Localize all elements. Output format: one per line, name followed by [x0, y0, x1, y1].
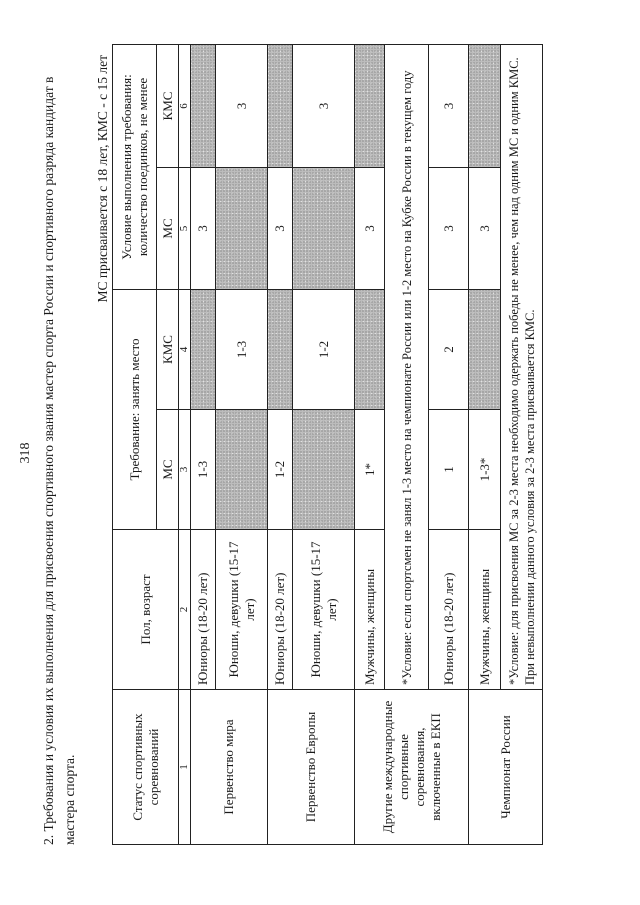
header-kms-place: КМС — [157, 289, 179, 409]
shaded-cell — [355, 44, 385, 167]
table-row — [268, 44, 293, 844]
header-condition-bouts: Условие выполнения требования: количество поединков, не менее — [113, 44, 157, 289]
table-row — [469, 44, 501, 844]
group-men-women: Мужчины, женщины — [469, 530, 501, 690]
ms-bouts: 3 — [469, 167, 501, 289]
kms-place: 1-3 — [216, 289, 268, 409]
kms-bouts: 3 — [293, 44, 355, 167]
shaded-cell — [469, 289, 501, 409]
group-youth: Юноши, девушки (15-17 лет) — [293, 530, 355, 690]
shaded-cell — [355, 289, 385, 409]
shaded-cell — [191, 44, 216, 167]
table-row — [191, 44, 216, 844]
shaded-cell — [191, 289, 216, 409]
header-ms-place: МС — [157, 410, 179, 530]
header-kms-bouts: КМС — [157, 44, 179, 167]
ms-bouts: 3 — [268, 167, 293, 289]
ms-bouts: 3 — [355, 167, 385, 289]
column-number: 6 — [179, 44, 191, 167]
header-status: Статус спортивных соревнований — [113, 690, 179, 845]
group-juniors: Юниоры (18-20 лет) — [429, 530, 469, 690]
status-russia-championship: Чемпионат России — [469, 690, 543, 845]
kms-bouts: 3 — [216, 44, 268, 167]
status-other-international: Другие международные спортивные соревнования, включенные в ЕКП — [355, 690, 469, 845]
shaded-cell — [293, 410, 355, 530]
group-youth: Юноши, девушки (15-17 лет) — [216, 530, 268, 690]
header-ms-bouts: МС — [157, 167, 179, 289]
column-number: 3 — [179, 410, 191, 530]
ms-bouts: 3 — [429, 167, 469, 289]
shaded-cell — [469, 44, 501, 167]
page-number: 318 — [18, 442, 33, 464]
shaded-cell — [216, 410, 268, 530]
shaded-cell — [293, 167, 355, 289]
condition-note: *Условие: для присвоения МС за 2-3 места необходимо одержать победы не менее, чем над одним МС и одним КМС. При невыполнении данного условия за 2-3 места присваивается КМС. — [501, 44, 543, 689]
status-europe-first: Первенство Европы — [268, 690, 355, 845]
header-requirement-place: Требование: занять место — [113, 289, 157, 529]
table-row — [355, 44, 385, 844]
group-men-women: Мужчины, женщины — [355, 530, 385, 690]
column-number-row — [179, 44, 191, 844]
column-number: 5 — [179, 167, 191, 289]
assignment-age-note: МС присваивается с 18 лет, КМС - с 15 лет — [95, 55, 110, 303]
group-juniors: Юниоры (18-20 лет) — [268, 530, 293, 690]
header-gender-age: Пол, возраст — [113, 530, 179, 690]
column-number: 1 — [179, 690, 191, 845]
header-row — [113, 44, 157, 844]
kms-bouts: 3 — [429, 44, 469, 167]
ms-place: 1-3 — [191, 410, 216, 530]
ms-place: 1 — [429, 410, 469, 530]
ms-place: 1-3* — [469, 410, 501, 530]
status-world-first: Первенство мира — [191, 690, 268, 845]
column-number: 2 — [179, 530, 191, 690]
column-number: 4 — [179, 289, 191, 409]
section-heading: 2. Требования и условия их выполнения для присвоения спортивного звания мастер спорта России и спортивного разряда кандидат в мастера спорта. — [41, 76, 77, 845]
group-juniors: Юниоры (18-20 лет) — [191, 530, 216, 690]
ms-bouts: 3 — [191, 167, 216, 289]
shaded-cell — [216, 167, 268, 289]
shaded-cell — [268, 44, 293, 167]
shaded-cell — [268, 289, 293, 409]
ms-place: 1-2 — [268, 410, 293, 530]
ms-place: 1* — [355, 410, 385, 530]
condition-note: *Условие: если спортсмен не занял 1-3 место на чемпионате России или 1-2 место на Кубке России в текущем году — [385, 44, 429, 689]
requirements-table — [112, 44, 543, 845]
kms-place: 2 — [429, 289, 469, 409]
kms-place: 1-2 — [293, 289, 355, 409]
